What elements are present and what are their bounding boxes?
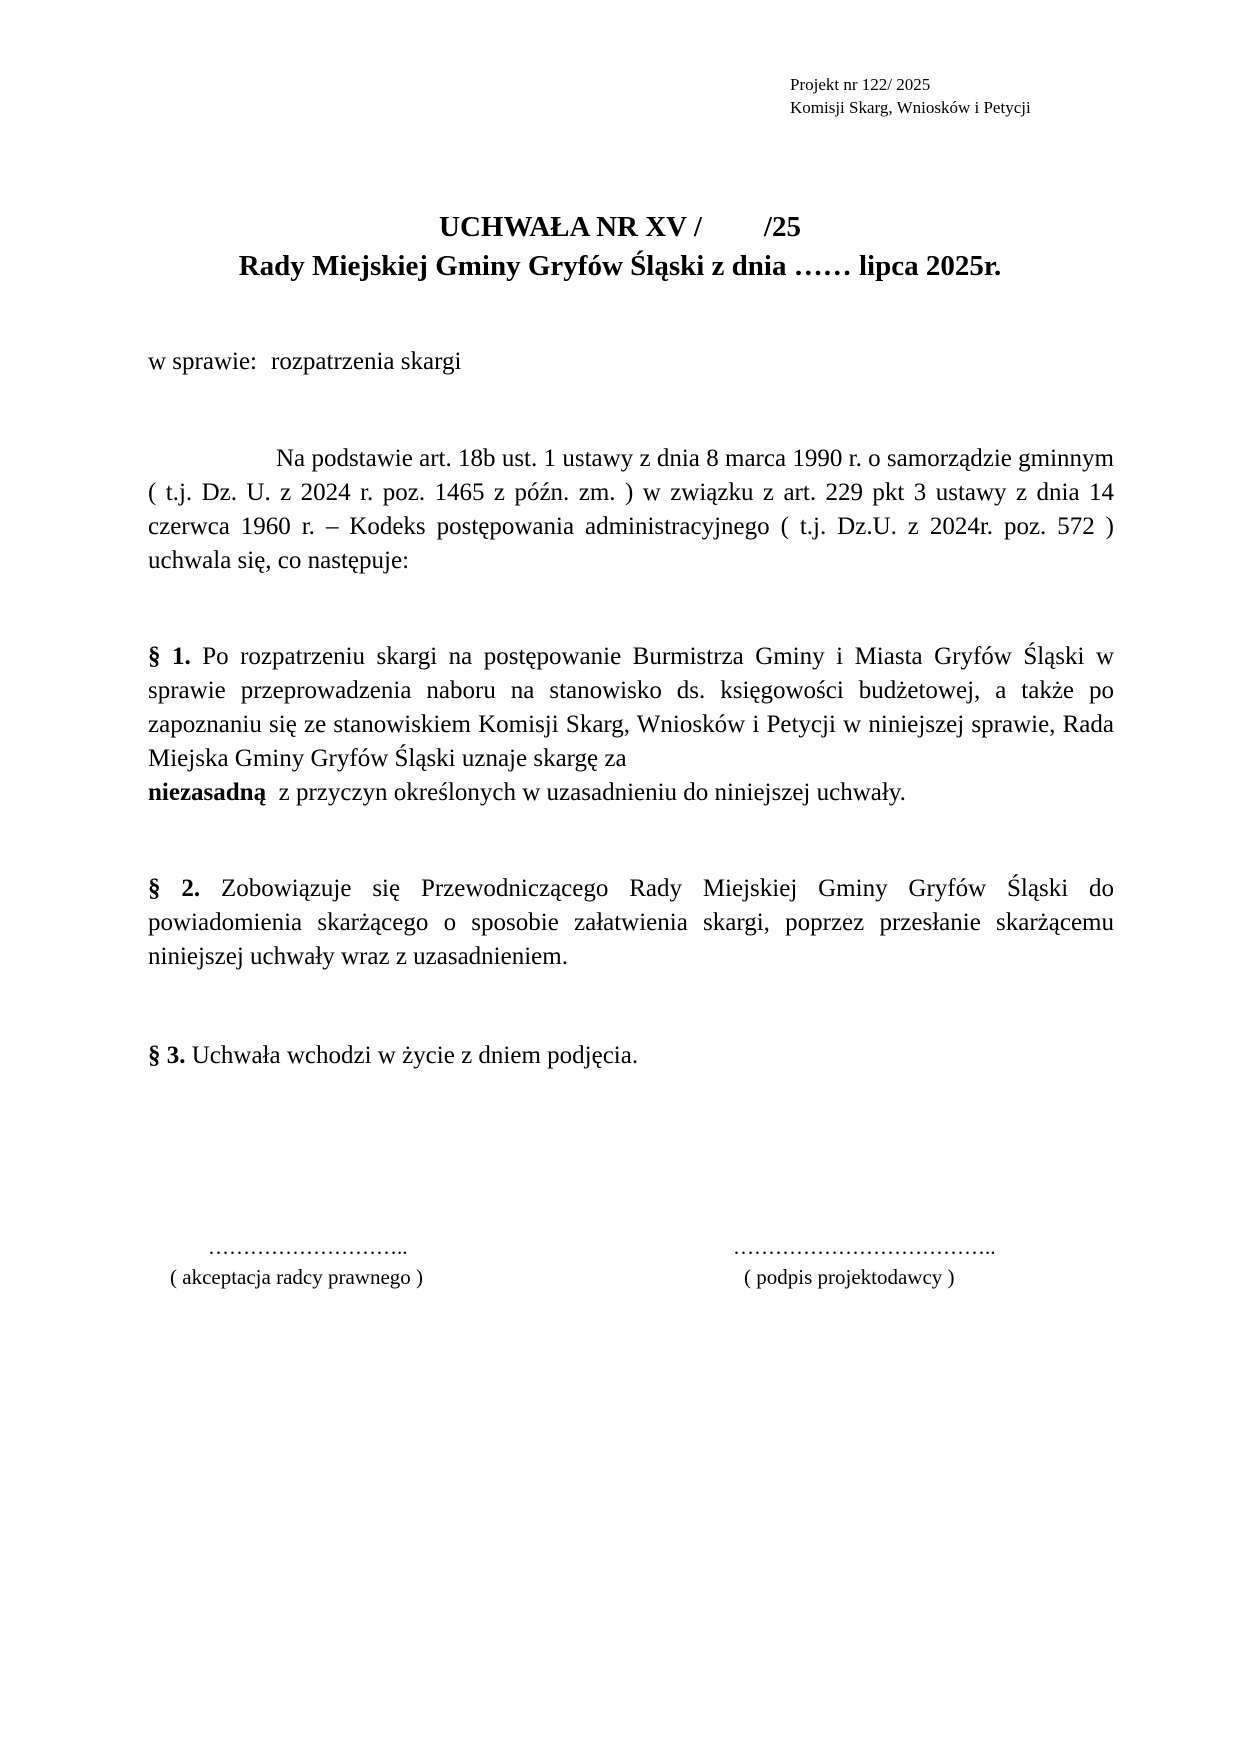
paragraph-3-number: § 3.: [148, 1042, 186, 1069]
resolution-number-suffix: /25: [763, 211, 801, 243]
proposer-signature-line: ………………………………..: [733, 1235, 996, 1259]
resolution-council-date: Rady Miejskiej Gminy Gryfów Śląski z dnia …… lipca 2025r.: [238, 250, 1002, 282]
resolution-number: [0, 209, 1240, 245]
paragraph-2: [148, 872, 1114, 974]
subject-label: w sprawie:: [148, 348, 257, 375]
subject-line: [148, 345, 1114, 379]
legal-approval-signature-line: ………………………..: [208, 1235, 408, 1259]
paragraph-1-text: Po rozpatrzeniu skargi na postępowanie Burmistrza Gminy i Miasta Gryfów Śląski w sprawie przeprowadzenia naboru na stanowisko ds. księgowości budżetowej, a także po zapoznaniu się ze stanowiskiem Komisji Skarg, Wniosków i Petycji w niniejszej sprawie, Rada Miejska Gminy Gryfów Śląski uznaje skargę za: [148, 643, 1114, 772]
legal-basis: [148, 442, 1114, 578]
paragraph-1: [148, 640, 1114, 810]
paragraph-1-bold: niezasadną: [148, 779, 267, 806]
paragraph-3: [148, 1039, 1114, 1073]
paragraph-3-text: Uchwała wchodzi w życie z dniem podjęcia.: [191, 1042, 639, 1069]
legal-approval-label: ( akceptacja radcy prawnego ): [170, 1265, 424, 1289]
paragraph-1-text-end: z przyczyn określonych w uzasadnieniu do niniejszej uchwały.: [278, 779, 906, 806]
legal-basis-text: Na podstawie art. 18b ust. 1 ustawy z dnia 8 marca 1990 r. o samorządzie gminnym ( t.j. Dz. U. z 2024 r. poz. 1465 z późn. zm. ) w związku z art. 229 pkt 3 ustawy z dnia 14 czerwca 1960 r. – Kodeks postępowania administracyjnego ( t.j. Dz.U. z 2024r. poz. 572 ) uchwala się, co następuje:: [148, 445, 1114, 574]
proposer-signature-label: ( podpis projektodawcy ): [744, 1265, 955, 1289]
paragraph-1-number: § 1.: [148, 643, 191, 670]
subject-text: rozpatrzenia skargi: [271, 348, 462, 375]
paragraph-2-number: § 2.: [148, 875, 201, 902]
project-committee: Komisji Skarg, Wniosków i Petycji: [790, 98, 1031, 117]
paragraph-2-text: Zobowiązuje się Przewodniczącego Rady Miejskiej Gminy Gryfów Śląski do powiadomienia skarżącego o sposobie załatwienia skargi, poprzez przesłanie skarżącemu niniejszej uchwały wraz z uzasadnieniem.: [148, 875, 1115, 970]
project-number: Projekt nr 122/ 2025: [790, 75, 931, 94]
project-note: [790, 73, 1031, 119]
resolution-number-prefix: UCHWAŁA NR XV /: [439, 211, 702, 243]
